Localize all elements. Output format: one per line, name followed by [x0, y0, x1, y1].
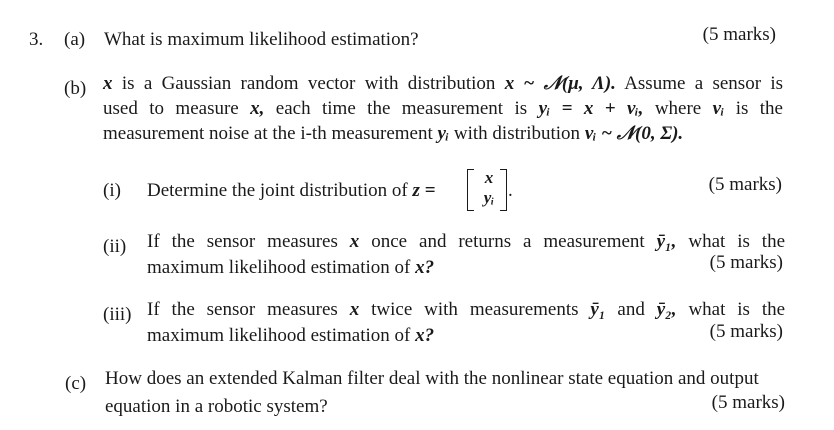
part-b-line-1-text-b: Assume a sensor is — [624, 73, 784, 94]
variable-x: x — [349, 299, 360, 320]
measurement-y1: ȳ₁, — [656, 231, 677, 252]
sub-ii-label: (ii) — [103, 236, 127, 257]
sub-iii-and: and — [617, 299, 645, 320]
part-c-marks: (5 marks) — [711, 392, 785, 413]
part-b-line-3-text-b: with distribution — [453, 123, 581, 144]
part-b-line-3-text-a: measurement noise at the i-th measurement — [103, 123, 433, 144]
joint-vector-z: z = — [412, 180, 436, 201]
matrix-top-entry: x — [484, 168, 494, 187]
part-c-label: (c) — [65, 373, 87, 394]
measurement-y1: ȳ₁ — [590, 299, 606, 320]
sub-ii-line-1-text-c: what is the — [688, 231, 786, 252]
part-a-marks: (5 marks) — [702, 24, 776, 45]
part-c-line-1: How does an extended Kalman filter deal with the nonlinear state equation and output — [105, 368, 759, 389]
noise-distribution: vᵢ ~ 𝒩(0, Σ). — [584, 123, 684, 144]
matrix-bottom-entry: yᵢ — [483, 188, 495, 207]
column-vector — [467, 169, 511, 211]
sub-i-period: . — [508, 180, 513, 201]
part-a-label: (a) — [64, 29, 86, 50]
sub-ii-line-1-text-b: once and returns a measurement — [371, 231, 645, 252]
sub-iii-line-2-text: maximum likelihood estimation of — [147, 325, 411, 346]
variable-x: x — [103, 73, 113, 94]
sub-iii-line-1 — [147, 299, 785, 321]
part-b-label: (b) — [64, 78, 87, 99]
variable-x: x — [349, 231, 360, 252]
variable-x: x? — [415, 257, 435, 278]
measurement-y2: ȳ₂, — [656, 299, 677, 320]
right-bracket — [500, 169, 507, 211]
sub-ii-line-1-text-a: If the sensor measures — [147, 231, 338, 252]
part-b-line-2-text-b: each time the measurement is — [275, 98, 528, 119]
question-number: 3. — [29, 29, 44, 50]
part-b-line-1-text-a: is a Gaussian random vector with distribution — [121, 73, 496, 94]
sub-iii-label: (iii) — [103, 304, 132, 325]
sub-ii-line-2 — [147, 257, 434, 279]
variable-x: x, — [250, 98, 265, 119]
measurement-variable: yᵢ — [437, 123, 450, 144]
sub-ii-line-1 — [147, 231, 785, 253]
sub-i-marks: (5 marks) — [708, 174, 782, 195]
part-b-line-2 — [103, 98, 783, 120]
sub-iii-line-1-text-c: what is the — [688, 299, 786, 320]
part-b-line-1 — [103, 73, 783, 95]
sub-i-text — [147, 180, 435, 202]
variable-x: x? — [415, 325, 435, 346]
sub-iii-line-1-text-b: twice with measurements — [371, 299, 579, 320]
sub-iii-line-2 — [147, 325, 434, 347]
left-bracket — [467, 169, 474, 211]
sub-ii-line-2-text: maximum likelihood estimation of — [147, 257, 411, 278]
part-b-line-2-text-c: where — [654, 98, 702, 119]
part-c-line-2: equation in a robotic system? — [105, 396, 328, 417]
sub-iii-marks: (5 marks) — [709, 321, 783, 342]
part-b-line-2-text-d: is the — [735, 98, 783, 119]
sub-ii-marks: (5 marks) — [709, 252, 783, 273]
measurement-equation: yᵢ = x + vᵢ, — [538, 98, 644, 119]
sub-i-question: Determine the joint distribution of — [147, 180, 408, 201]
part-b-line-2-text-a: used to measure — [103, 98, 239, 119]
sub-i-label: (i) — [103, 180, 121, 201]
part-a-text: What is maximum likelihood estimation? — [104, 29, 419, 50]
part-b-line-3 — [103, 123, 683, 145]
sub-iii-line-1-text-a: If the sensor measures — [147, 299, 338, 320]
noise-variable: vᵢ — [712, 98, 725, 119]
prior-distribution: x ~ 𝒩(μ, Λ). — [504, 73, 616, 94]
